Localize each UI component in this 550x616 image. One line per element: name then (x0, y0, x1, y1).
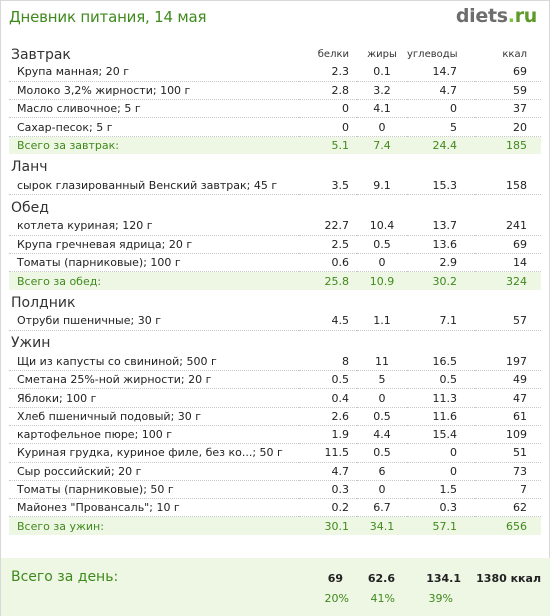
food-name: Майонез "Провансаль"; 10 г (9, 499, 299, 517)
food-kcal: 51 (475, 444, 541, 462)
food-kcal: 59 (475, 81, 541, 99)
food-carbs: 7.1 (407, 312, 475, 330)
column-header-kcal: ккал (502, 49, 527, 60)
food-kcal: 7 (475, 480, 541, 498)
food-row[interactable] (9, 81, 541, 99)
meal-total-label: Всего за ужин: (9, 517, 299, 535)
food-fat: 1.1 (357, 312, 407, 330)
food-row[interactable] (9, 100, 541, 118)
food-protein: 0.5 (299, 371, 357, 389)
food-kcal: 197 (475, 352, 541, 370)
food-fat: 6.7 (357, 499, 407, 517)
day-total-fat: 62.6 (367, 572, 395, 585)
section-title: Обед (11, 199, 49, 216)
food-name: котлета куриная; 120 г (9, 217, 299, 235)
section-header-spacer (299, 195, 541, 217)
section-header-spacer (299, 330, 541, 352)
food-protein: 11.5 (299, 444, 357, 462)
food-carbs: 11.6 (407, 407, 475, 425)
food-kcal: 158 (475, 176, 541, 194)
food-kcal: 62 (475, 499, 541, 517)
food-protein: 1.9 (299, 425, 357, 443)
food-carbs: 16.5 (407, 352, 475, 370)
food-fat: 3.2 (357, 81, 407, 99)
food-fat: 0.5 (357, 407, 407, 425)
food-row[interactable] (9, 253, 541, 271)
food-fat: 0.1 (357, 63, 407, 81)
day-total-kcal: 1380 ккал (476, 572, 541, 585)
meal-total-fat: 10.9 (357, 272, 407, 290)
section-header (9, 41, 541, 63)
meal-total-row (9, 272, 541, 290)
food-fat: 0.5 (357, 235, 407, 253)
meal-total-label: Всего за завтрак: (9, 136, 299, 154)
meal-total-protein: 25.8 (299, 272, 357, 290)
day-total-panel (1, 558, 550, 616)
column-header-carbs: углеводы (407, 49, 458, 60)
food-carbs: 15.3 (407, 176, 475, 194)
meal-total-carbs: 30.2 (407, 272, 475, 290)
food-protein: 2.6 (299, 407, 357, 425)
food-kcal: 109 (475, 425, 541, 443)
food-protein: 2.5 (299, 235, 357, 253)
food-fat: 0 (357, 480, 407, 498)
column-header-fat: жиры (367, 49, 397, 60)
food-name: Хлеб пшеничный подовый; 30 г (9, 407, 299, 425)
food-kcal: 61 (475, 407, 541, 425)
food-protein: 4.5 (299, 312, 357, 330)
section-title: Завтрак (11, 47, 71, 63)
food-name: Томаты (парниковые); 100 г (9, 253, 299, 271)
food-kcal: 49 (475, 371, 541, 389)
food-protein: 0 (299, 118, 357, 136)
food-row[interactable] (9, 352, 541, 370)
food-row[interactable] (9, 407, 541, 425)
meal-total-protein: 5.1 (299, 136, 357, 154)
diary-table (9, 41, 541, 535)
food-carbs: 5 (407, 118, 475, 136)
food-kcal: 37 (475, 100, 541, 118)
food-kcal: 14 (475, 253, 541, 271)
food-protein: 2.8 (299, 81, 357, 99)
food-row[interactable] (9, 444, 541, 462)
food-name: Куриная грудка, куриное филе, без ко...; 50 г (9, 444, 299, 462)
food-name: Молоко 3,2% жирности; 100 г (9, 81, 299, 99)
food-fat: 0 (357, 389, 407, 407)
food-row[interactable] (9, 176, 541, 194)
food-protein: 0 (299, 100, 357, 118)
food-carbs: 1.5 (407, 480, 475, 498)
food-name: Отруби пшеничные; 30 г (9, 312, 299, 330)
food-name: Сахар-песок; 5 г (9, 118, 299, 136)
food-kcal: 241 (475, 217, 541, 235)
food-name: Сметана 25%-ной жирности; 20 г (9, 371, 299, 389)
food-row[interactable] (9, 371, 541, 389)
food-row[interactable] (9, 389, 541, 407)
food-carbs: 0.5 (407, 371, 475, 389)
day-total-label: Всего за день: (11, 569, 119, 585)
food-carbs: 13.6 (407, 235, 475, 253)
page-title: Дневник питания, 14 мая (9, 8, 207, 26)
section-header (9, 290, 541, 312)
food-fat: 0 (357, 253, 407, 271)
food-name: Сыр российский; 20 г (9, 462, 299, 480)
meal-total-kcal: 656 (475, 517, 541, 535)
section-header (9, 154, 541, 176)
logo-tld: ru (514, 5, 537, 27)
diary-content (9, 41, 541, 535)
food-name: Яблоки; 100 г (9, 389, 299, 407)
food-protein: 2.3 (299, 63, 357, 81)
food-kcal: 20 (475, 118, 541, 136)
food-fat: 0 (357, 118, 407, 136)
meal-total-carbs: 24.4 (407, 136, 475, 154)
day-pct-fat: 41% (370, 592, 395, 605)
day-pct-protein: 20% (324, 592, 349, 605)
food-name: сырок глазированный Венский завтрак; 45 г (9, 176, 299, 194)
food-row[interactable] (9, 480, 541, 498)
food-carbs: 15.4 (407, 425, 475, 443)
section-header-spacer (299, 154, 541, 176)
section-header (9, 195, 541, 217)
section-title: Ланч (11, 159, 48, 176)
food-kcal: 73 (475, 462, 541, 480)
section-header-spacer (299, 290, 541, 312)
food-carbs: 14.7 (407, 63, 475, 81)
meal-total-kcal: 185 (475, 136, 541, 154)
food-carbs: 0 (407, 462, 475, 480)
food-protein: 0.2 (299, 499, 357, 517)
food-kcal: 57 (475, 312, 541, 330)
meal-total-carbs: 57.1 (407, 517, 475, 535)
food-row[interactable] (9, 217, 541, 235)
header (1, 1, 549, 37)
meal-total-row (9, 517, 541, 535)
food-carbs: 4.7 (407, 81, 475, 99)
logo-dot: . (507, 5, 515, 27)
food-protein: 4.7 (299, 462, 357, 480)
food-fat: 10.4 (357, 217, 407, 235)
food-fat: 6 (357, 462, 407, 480)
food-carbs: 0.3 (407, 499, 475, 517)
food-fat: 9.1 (357, 176, 407, 194)
food-name: Масло сливочное; 5 г (9, 100, 299, 118)
meal-total-fat: 7.4 (357, 136, 407, 154)
food-protein: 0.4 (299, 389, 357, 407)
food-carbs: 13.7 (407, 217, 475, 235)
food-carbs: 2.9 (407, 253, 475, 271)
meal-total-kcal: 324 (475, 272, 541, 290)
meal-total-protein: 30.1 (299, 517, 357, 535)
food-name: Крупа манная; 20 г (9, 63, 299, 81)
food-fat: 4.4 (357, 425, 407, 443)
food-row[interactable] (9, 499, 541, 517)
day-total-protein: 69 (327, 572, 343, 585)
food-row[interactable] (9, 235, 541, 253)
food-kcal: 47 (475, 389, 541, 407)
food-protein: 22.7 (299, 217, 357, 235)
food-name: Томаты (парниковые); 50 г (9, 480, 299, 498)
food-row[interactable] (9, 462, 541, 480)
food-fat: 0.5 (357, 444, 407, 462)
diary-body (9, 41, 541, 535)
food-row[interactable] (9, 118, 541, 136)
food-row[interactable] (9, 312, 541, 330)
day-total-carbs: 134.1 (426, 572, 461, 585)
meal-total-label: Всего за обед: (9, 272, 299, 290)
food-protein: 0.6 (299, 253, 357, 271)
food-protein: 0.3 (299, 480, 357, 498)
food-protein: 3.5 (299, 176, 357, 194)
food-carbs: 0 (407, 444, 475, 462)
food-protein: 8 (299, 352, 357, 370)
food-row[interactable] (9, 425, 541, 443)
day-pct-carbs: 39% (428, 592, 453, 605)
food-name: картофельное пюре; 100 г (9, 425, 299, 443)
food-fat: 4.1 (357, 100, 407, 118)
food-kcal: 69 (475, 235, 541, 253)
column-header-protein: белки (317, 49, 349, 60)
food-name: Щи из капусты со свининой; 500 г (9, 352, 299, 370)
food-carbs: 0 (407, 100, 475, 118)
food-fat: 11 (357, 352, 407, 370)
logo-main: diets (455, 5, 508, 27)
section-title: Ужин (11, 335, 51, 352)
food-carbs: 11.3 (407, 389, 475, 407)
food-fat: 5 (357, 371, 407, 389)
food-kcal: 69 (475, 63, 541, 81)
food-row[interactable] (9, 63, 541, 81)
meal-total-fat: 34.1 (357, 517, 407, 535)
meal-total-row (9, 136, 541, 154)
section-header (9, 330, 541, 352)
section-title: Полдник (11, 294, 76, 311)
food-name: Крупа гречневая ядрица; 20 г (9, 235, 299, 253)
diets-logo[interactable] (456, 5, 537, 27)
